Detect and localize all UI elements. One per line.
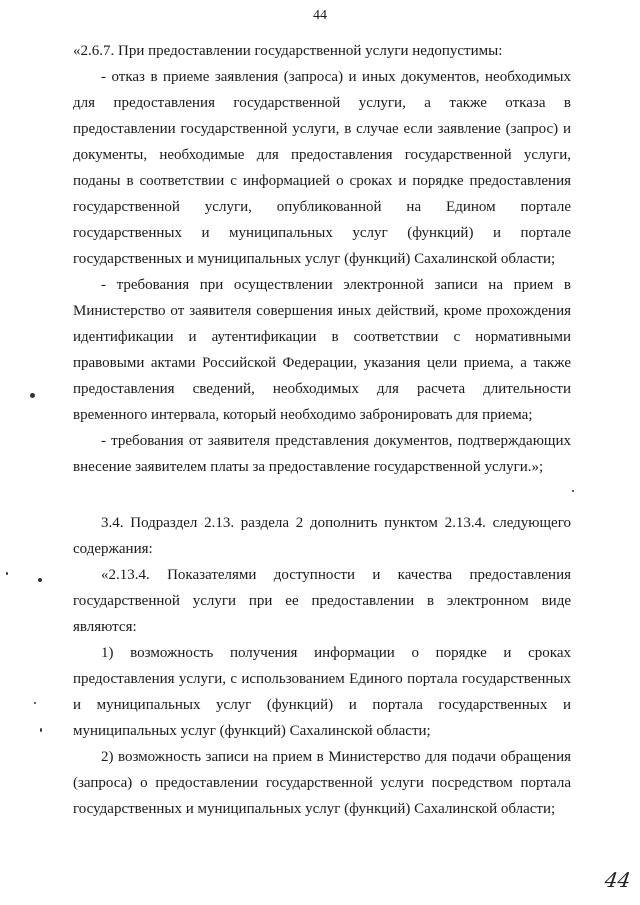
paragraph-electronic-booking-clause: - требования при осуществлении электронной записи на прием в Министерство от заявителя совершения иных действий, кроме прохождения идентификации и аутентификации в соответствии с нормативными правовыми актами Российской Федерации, указания цели приема, а также предоставления сведений, необходимых для расчета длительности временного интервала, который необходимо забронировать для приема;: [73, 277, 571, 423]
paragraph-refusal-clause: - отказ в приеме заявления (запроса) и иных документов, необходимых для предоставления государственной услуги, а также отказа в предоставлении государственной услуги, в случае если заявление (запрос) и документы, необходимые для предоставления государственной услуги, поданы в соответствии с информацией о сроках и порядке предоставления государственной услуги, опубликованной на Едином портале государственных и муниципальных услуг (функций) и портале государственных и муниципальных услуг (функций) Сахалинской области;: [73, 69, 571, 267]
scan-speck: [572, 490, 574, 492]
paragraph-3-4: 3.4. Подраздел 2.13. раздела 2 дополнить пунктом 2.13.4. следующего содержания:: [73, 515, 571, 557]
handwritten-page-number: 44: [603, 868, 633, 892]
paragraph-2-6-7-heading: «2.6.7. При предоставлении государственной услуги недопустимы:: [73, 43, 503, 59]
paragraph-2-13-4: «2.13.4. Показателями доступности и качества предоставления государственной услуги при ее предоставлении в электронном виде являются:: [73, 567, 571, 635]
scan-speck: [38, 578, 42, 582]
scan-speck: [34, 702, 36, 704]
scan-speck: [30, 393, 35, 398]
scan-speck: [6, 572, 8, 575]
document-body: [73, 38, 571, 822]
scan-speck: [40, 728, 42, 732]
page-number: 44: [313, 8, 327, 23]
list-item-2: 2) возможность записи на прием в Министерство для подачи обращения (запроса) о предоставлении государственной услуги посредством портала государственных и муниципальных услуг (функций) Сахалинской области;: [73, 749, 571, 817]
paragraph-payment-documents-clause: - требования от заявителя представления документов, подтверждающих внесение заявителем платы за предоставление государственной услуги.»;: [73, 433, 571, 475]
list-item-1: 1) возможность получения информации о порядке и сроках предоставления услуги, с использованием Единого портала государственных и муниципальных услуг (функций) и портала государственных и муниципальных услуг (функций) Сахалинской области;: [73, 645, 571, 739]
